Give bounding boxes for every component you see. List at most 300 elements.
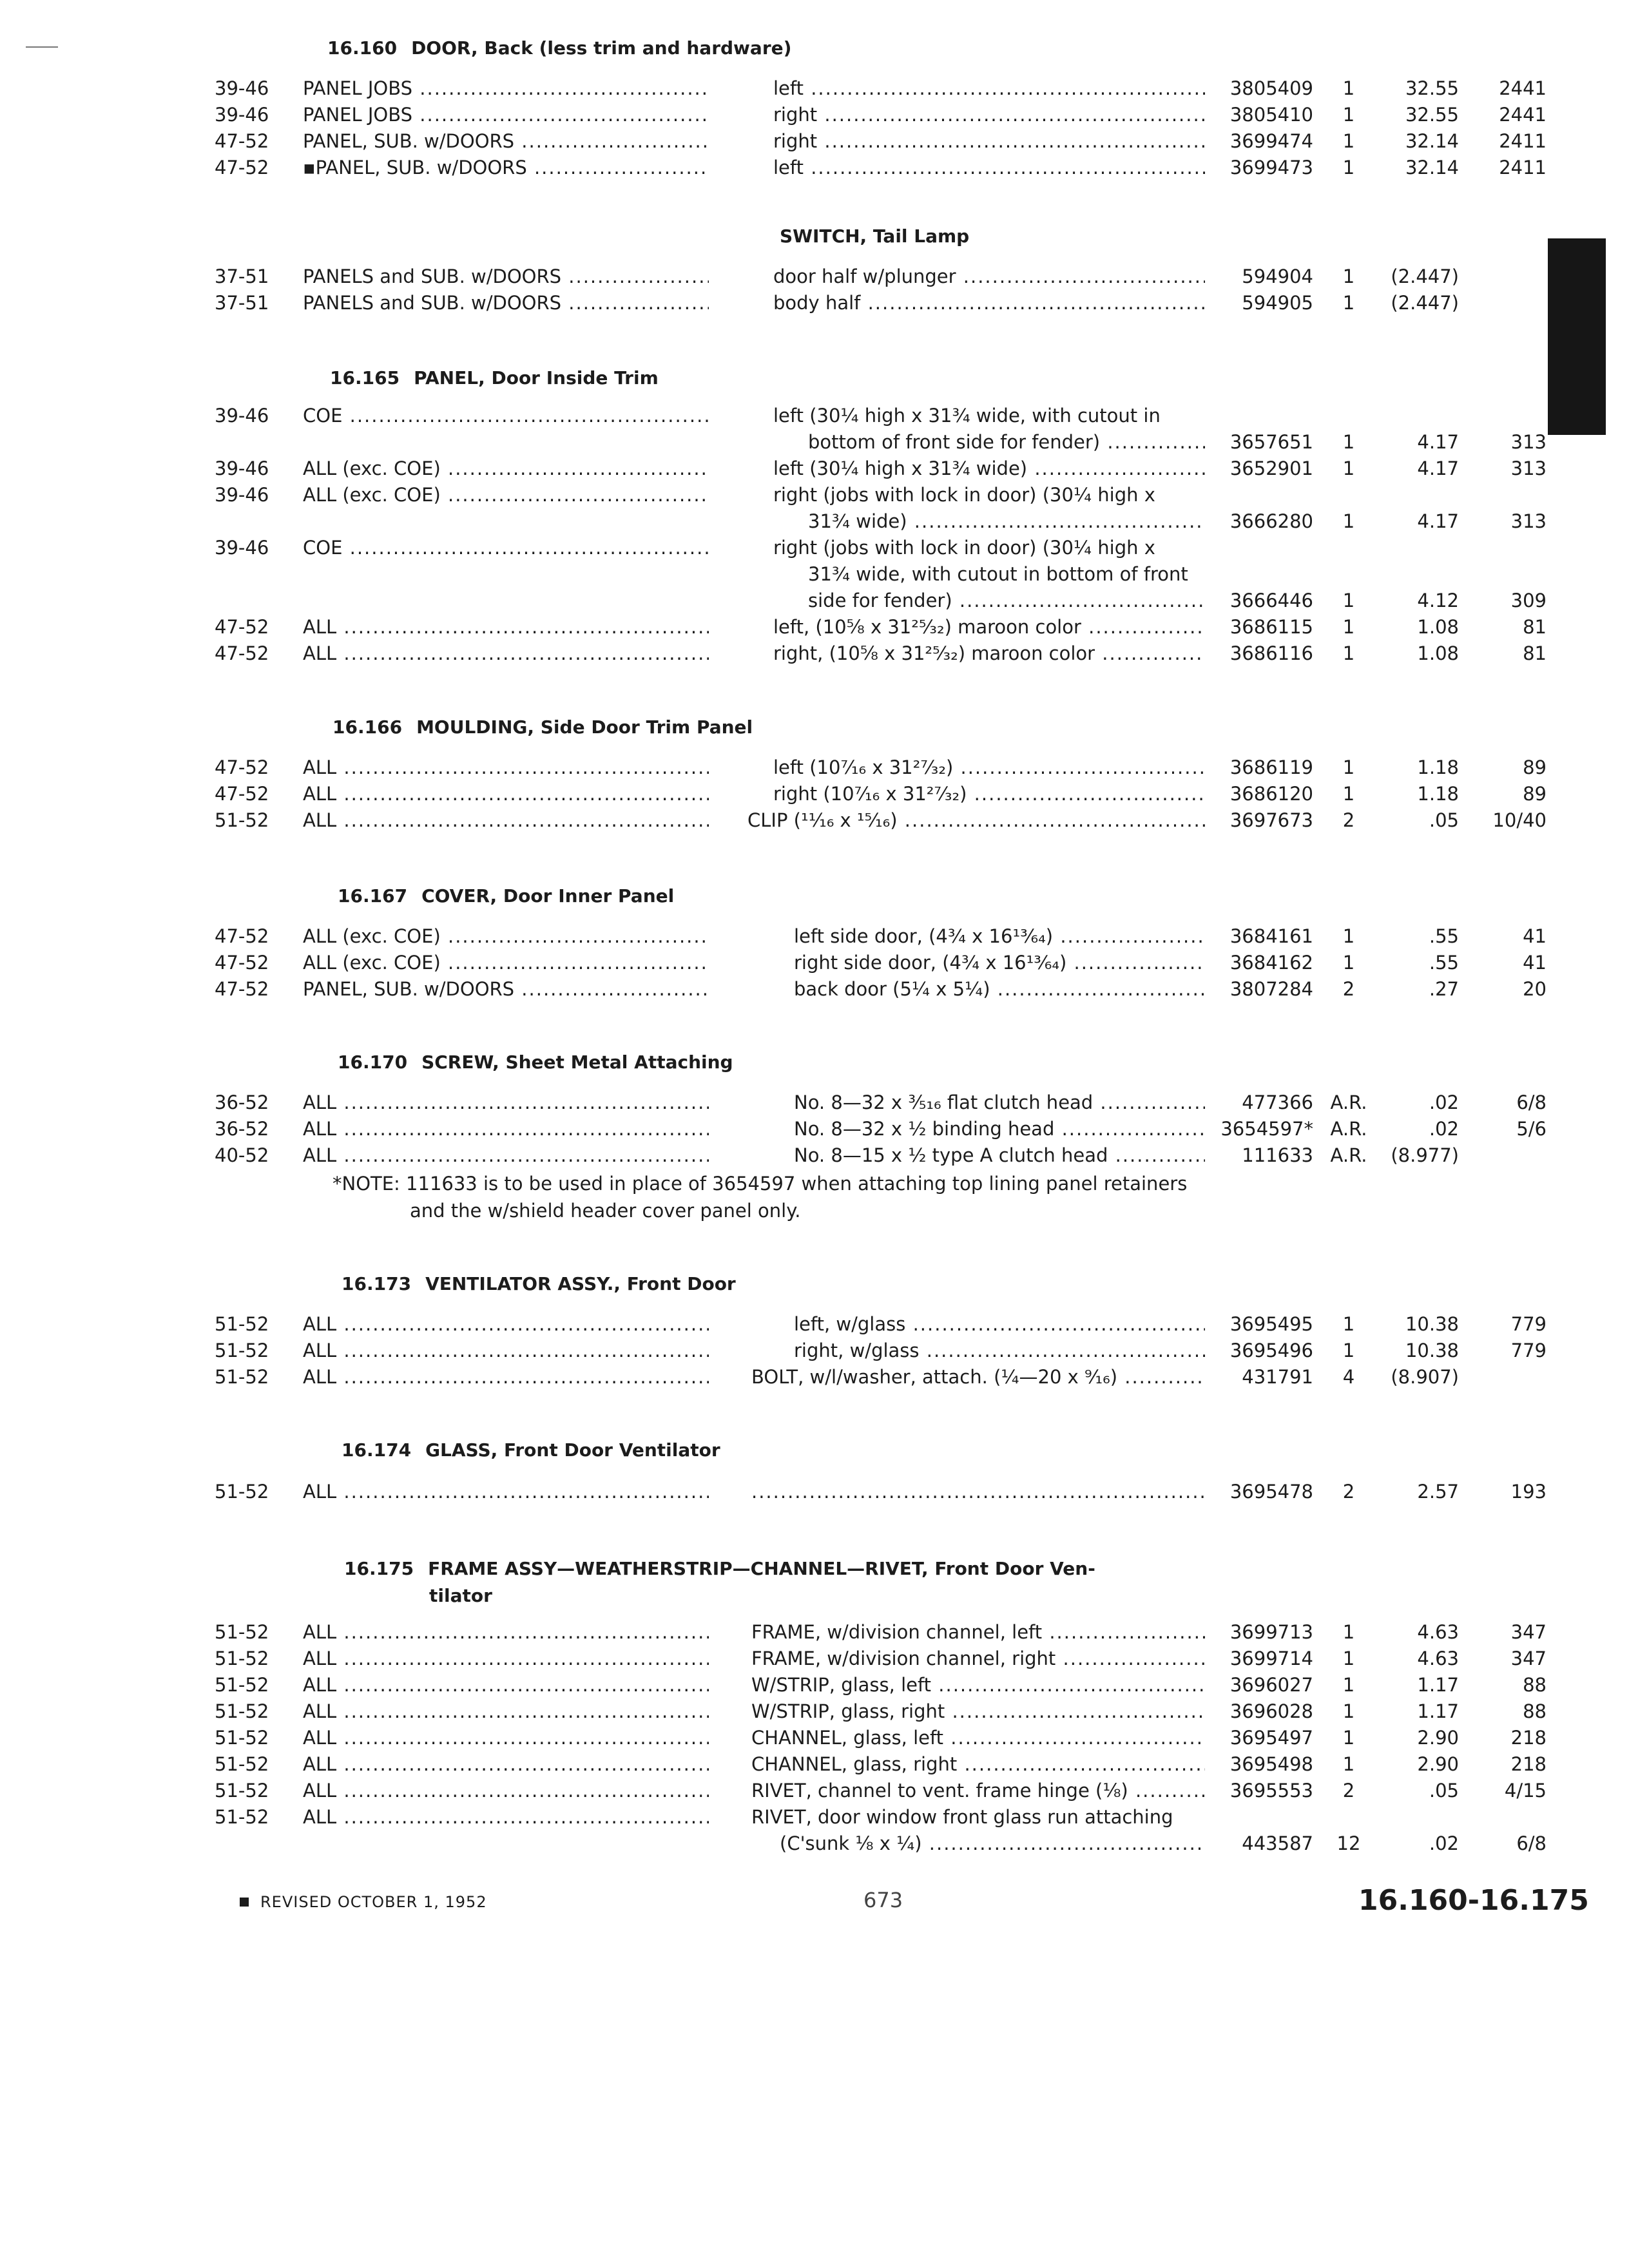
- reference-cell: 313: [1510, 457, 1547, 479]
- section-heading: [327, 37, 791, 59]
- price-cell: .02: [1429, 1091, 1459, 1113]
- model-cell: ALL .....: [303, 1806, 709, 1828]
- description-cell: back door (5¼ x 5¼) .....: [794, 978, 1205, 1000]
- quantity-cell: 1: [1342, 1621, 1355, 1643]
- description-continuation: bottom of front side for fender) .....: [808, 431, 1205, 453]
- quantity-cell: 1: [1342, 431, 1355, 453]
- model-cell: ALL .....: [303, 1753, 709, 1775]
- price-cell: (2.447): [1391, 265, 1459, 287]
- table-row: [0, 104, 1629, 130]
- years-cell: 51-52: [215, 1621, 269, 1643]
- model-cell: ALL .....: [303, 642, 709, 664]
- model-cell: ALL .....: [303, 1648, 709, 1669]
- price-cell: 2.57: [1417, 1481, 1459, 1503]
- price-cell: (8.977): [1391, 1144, 1459, 1166]
- quantity-cell: 1: [1342, 292, 1355, 314]
- description-cell: right (jobs with lock in door) (30¼ high x: [773, 537, 1155, 559]
- reference-cell: 81: [1523, 642, 1547, 664]
- part-number-cell: 3695496: [1229, 1340, 1313, 1361]
- price-cell: 4.12: [1417, 590, 1459, 611]
- revision-note: [240, 1893, 487, 1911]
- reference-cell: 81: [1523, 616, 1547, 638]
- model-cell: ALL .....: [303, 1700, 709, 1722]
- quantity-cell: 1: [1342, 925, 1355, 947]
- description-cell: left (30¼ high x 31¾ wide, with cutout in: [773, 405, 1161, 427]
- price-cell: .05: [1429, 809, 1459, 831]
- years-cell: 51-52: [215, 809, 269, 831]
- model-cell: PANELS and SUB. w/DOORS .....: [303, 265, 709, 287]
- model-cell: ALL .....: [303, 809, 709, 831]
- quantity-cell: 1: [1342, 157, 1355, 178]
- quantity-cell: 1: [1342, 783, 1355, 805]
- years-cell: 39-46: [215, 104, 269, 126]
- table-row: [0, 457, 1629, 484]
- description-cell: No. 8—32 x ½ binding head .....: [794, 1118, 1205, 1140]
- table-row: [0, 756, 1629, 783]
- table-row-continuation: [0, 431, 1629, 457]
- part-number-cell: 111633: [1242, 1144, 1313, 1166]
- part-number-cell: 3686116: [1229, 642, 1313, 664]
- price-cell: 32.14: [1405, 157, 1459, 178]
- section-heading: [338, 885, 674, 907]
- model-cell: ALL .....: [303, 1727, 709, 1749]
- model-cell: ALL (exc. COE) .....: [303, 457, 709, 479]
- section-title: DOOR, Back (less trim and hardware): [411, 37, 792, 59]
- section-number: 16.165: [330, 367, 400, 389]
- years-cell: 47-52: [215, 783, 269, 805]
- years-cell: 47-52: [215, 978, 269, 1000]
- revision-marker-icon: [240, 1898, 249, 1907]
- quantity-cell: 2: [1342, 1780, 1355, 1802]
- part-number-cell: 3654597*: [1220, 1118, 1313, 1140]
- part-number-cell: 3696027: [1229, 1674, 1313, 1696]
- model-cell: ALL .....: [303, 1091, 709, 1113]
- table-row: [0, 130, 1629, 157]
- quantity-cell: 1: [1342, 1313, 1355, 1335]
- quantity-cell: 1: [1342, 1753, 1355, 1775]
- description-cell: [751, 1481, 1205, 1503]
- model-cell: ▪PANEL, SUB. w/DOORS .....: [303, 157, 709, 178]
- model-cell: PANELS and SUB. w/DOORS .....: [303, 292, 709, 314]
- years-cell: 39-46: [215, 77, 269, 99]
- part-number-cell: 3695497: [1229, 1727, 1313, 1749]
- section-number: 16.166: [333, 716, 403, 738]
- years-cell: 39-46: [215, 537, 269, 559]
- years-cell: 51-52: [215, 1806, 269, 1828]
- quantity-cell: 2: [1342, 1481, 1355, 1503]
- model-cell: PANEL, SUB. w/DOORS .....: [303, 130, 709, 152]
- page-number: 673: [863, 1888, 903, 1912]
- section-heading: [342, 1439, 720, 1461]
- description-cell: BOLT, w/l/washer, attach. (¼—20 x ⁹⁄₁₆) .....: [751, 1366, 1205, 1388]
- reference-cell: 88: [1523, 1700, 1547, 1722]
- section-heading: [342, 1273, 736, 1294]
- quantity-cell: 1: [1342, 104, 1355, 126]
- part-number-cell: 3684161: [1229, 925, 1313, 947]
- section-heading: [344, 1558, 1095, 1579]
- description-cell: CHANNEL, glass, right .....: [751, 1753, 1205, 1775]
- model-cell: ALL (exc. COE) .....: [303, 484, 709, 506]
- reference-cell: 4/15: [1504, 1780, 1547, 1802]
- model-cell: PANEL, SUB. w/DOORS .....: [303, 978, 709, 1000]
- table-row: [0, 1727, 1629, 1753]
- table-row: [0, 642, 1629, 669]
- price-cell: 32.14: [1405, 130, 1459, 152]
- part-number-cell: 3686119: [1229, 756, 1313, 778]
- table-row: [0, 952, 1629, 978]
- description-continuation: (C'sunk ⅛ x ¼) .....: [780, 1832, 1205, 1854]
- years-cell: 37-51: [215, 292, 269, 314]
- description-cell: right (jobs with lock in door) (30¼ high x: [773, 484, 1155, 506]
- model-cell: ALL .....: [303, 1144, 709, 1166]
- reference-cell: 2411: [1499, 157, 1547, 178]
- model-cell: PANEL JOBS .....: [303, 77, 709, 99]
- section-title: COVER, Door Inner Panel: [421, 885, 675, 907]
- price-cell: (2.447): [1391, 292, 1459, 314]
- description-cell: right, (10⅝ x 31²⁵⁄₃₂) maroon color .....: [773, 642, 1205, 664]
- table-row-continuation: [0, 510, 1629, 537]
- reference-cell: 89: [1523, 783, 1547, 805]
- table-row: [0, 405, 1629, 431]
- price-cell: .05: [1429, 1780, 1459, 1802]
- table-row: [0, 1780, 1629, 1806]
- quantity-cell: 1: [1342, 642, 1355, 664]
- part-number-cell: 3666446: [1229, 590, 1313, 611]
- description-cell: left .....: [773, 157, 1205, 178]
- table-row: [0, 157, 1629, 183]
- description-cell: RIVET, door window front glass run attaching: [751, 1806, 1173, 1828]
- description-cell: right (10⁷⁄₁₆ x 31²⁷⁄₃₂) .....: [773, 783, 1205, 805]
- part-number-cell: 3697673: [1229, 809, 1313, 831]
- part-number-cell: 3684162: [1229, 952, 1313, 974]
- part-number-cell: 443587: [1242, 1832, 1313, 1854]
- model-cell: COE .....: [303, 405, 709, 427]
- quantity-cell: 1: [1342, 952, 1355, 974]
- reference-cell: 779: [1510, 1313, 1547, 1335]
- reference-cell: 2441: [1499, 104, 1547, 126]
- section-number: 16.170: [338, 1052, 408, 1073]
- table-row: [0, 1144, 1629, 1171]
- table-row: [0, 1753, 1629, 1780]
- model-cell: ALL .....: [303, 1621, 709, 1643]
- reference-cell: 89: [1523, 756, 1547, 778]
- model-cell: COE .....: [303, 537, 709, 559]
- table-row: [0, 1648, 1629, 1674]
- price-cell: 1.08: [1417, 642, 1459, 664]
- price-cell: 1.18: [1417, 756, 1459, 778]
- section-title: VENTILATOR ASSY., Front Door: [425, 1273, 736, 1294]
- model-cell: ALL .....: [303, 1340, 709, 1361]
- reference-cell: 41: [1523, 952, 1547, 974]
- reference-cell: 6/8: [1516, 1832, 1547, 1854]
- section-range: 16.160-16.175: [1358, 1884, 1589, 1917]
- section-note: *NOTE: 111633 is to be used in place of 3654597 when attaching top lining panel retainers: [333, 1173, 1188, 1195]
- reference-cell: 218: [1510, 1753, 1547, 1775]
- part-number-cell: 3695495: [1229, 1313, 1313, 1335]
- model-cell: ALL .....: [303, 1674, 709, 1696]
- quantity-cell: 1: [1342, 457, 1355, 479]
- table-row: [0, 809, 1629, 836]
- quantity-cell: 1: [1342, 590, 1355, 611]
- section-title: GLASS, Front Door Ventilator: [425, 1439, 720, 1461]
- description-cell: left, (10⅝ x 31²⁵⁄₃₂) maroon color .....: [773, 616, 1205, 638]
- description-cell: left side door, (4¾ x 16¹³⁄₆₄) .....: [794, 925, 1205, 947]
- description-cell: right side door, (4¾ x 16¹³⁄₆₄) .....: [794, 952, 1205, 974]
- years-cell: 47-52: [215, 952, 269, 974]
- reference-cell: 10/40: [1492, 809, 1547, 831]
- reference-cell: 2411: [1499, 130, 1547, 152]
- table-row-continuation: [0, 590, 1629, 616]
- description-cell: door half w/plunger .....: [773, 265, 1205, 287]
- reference-cell: 193: [1510, 1481, 1547, 1503]
- section-title: SWITCH, Tail Lamp: [780, 226, 970, 247]
- section-number: 16.173: [342, 1273, 412, 1294]
- years-cell: 51-52: [215, 1780, 269, 1802]
- quantity-cell: 1: [1342, 130, 1355, 152]
- years-cell: 47-52: [215, 925, 269, 947]
- part-number-cell: 3695498: [1229, 1753, 1313, 1775]
- part-number-cell: 3695478: [1229, 1481, 1313, 1503]
- model-cell: ALL (exc. COE) .....: [303, 952, 709, 974]
- quantity-cell: 1: [1342, 1727, 1355, 1749]
- section-title: SCREW, Sheet Metal Attaching: [421, 1052, 733, 1073]
- section-number: 16.175: [344, 1558, 414, 1579]
- reference-cell: 2441: [1499, 77, 1547, 99]
- section-title: PANEL, Door Inside Trim: [414, 367, 659, 389]
- price-cell: (8.907): [1391, 1366, 1459, 1388]
- reference-cell: 313: [1510, 510, 1547, 532]
- price-cell: 1.18: [1417, 783, 1459, 805]
- model-cell: ALL .....: [303, 756, 709, 778]
- table-row: [0, 1806, 1629, 1832]
- part-number-cell: 3805409: [1229, 77, 1313, 99]
- price-cell: 2.90: [1417, 1727, 1459, 1749]
- section-number: 16.167: [338, 885, 408, 907]
- part-number-cell: 3696028: [1229, 1700, 1313, 1722]
- table-row: [0, 1340, 1629, 1366]
- part-number-cell: 3699714: [1229, 1648, 1313, 1669]
- quantity-cell: A.R.: [1330, 1091, 1367, 1113]
- price-cell: 1.17: [1417, 1674, 1459, 1696]
- reference-cell: 20: [1523, 978, 1547, 1000]
- description-cell: right .....: [773, 130, 1205, 152]
- price-cell: 1.17: [1417, 1700, 1459, 1722]
- description-cell: right, w/glass .....: [794, 1340, 1205, 1361]
- description-cell: W/STRIP, glass, right .....: [751, 1700, 1205, 1722]
- part-number-cell: 3686120: [1229, 783, 1313, 805]
- part-number-cell: 3686115: [1229, 616, 1313, 638]
- description-cell: right .....: [773, 104, 1205, 126]
- model-cell: ALL .....: [303, 1780, 709, 1802]
- part-number-cell: 477366: [1242, 1091, 1313, 1113]
- model-cell: ALL .....: [303, 1366, 709, 1388]
- table-row: [0, 1481, 1629, 1507]
- margin-mark: [26, 46, 58, 48]
- price-cell: 4.63: [1417, 1621, 1459, 1643]
- price-cell: 4.17: [1417, 510, 1459, 532]
- table-row: [0, 1091, 1629, 1118]
- table-row: [0, 1674, 1629, 1700]
- table-row: [0, 783, 1629, 809]
- price-cell: 32.55: [1405, 77, 1459, 99]
- years-cell: 51-52: [215, 1674, 269, 1696]
- table-row: [0, 1621, 1629, 1648]
- quantity-cell: A.R.: [1330, 1118, 1367, 1140]
- quantity-cell: 1: [1342, 265, 1355, 287]
- years-cell: 51-52: [215, 1727, 269, 1749]
- years-cell: 51-52: [215, 1648, 269, 1669]
- years-cell: 51-52: [215, 1481, 269, 1503]
- years-cell: 37-51: [215, 265, 269, 287]
- section-title: FRAME ASSY—WEATHERSTRIP—CHANNEL—RIVET, Front Door Ven-: [428, 1558, 1095, 1579]
- part-number-cell: 3805410: [1229, 104, 1313, 126]
- quantity-cell: 2: [1342, 809, 1355, 831]
- years-cell: 51-52: [215, 1313, 269, 1335]
- description-cell: FRAME, w/division channel, left .....: [751, 1621, 1205, 1643]
- description-cell: No. 8—15 x ½ type A clutch head .....: [794, 1144, 1205, 1166]
- years-cell: 47-52: [215, 756, 269, 778]
- description-continuation: side for fender) .....: [808, 590, 1205, 611]
- price-cell: 10.38: [1405, 1313, 1459, 1335]
- table-row: [0, 265, 1629, 292]
- table-row: [0, 77, 1629, 104]
- years-cell: 36-52: [215, 1091, 269, 1113]
- table-row: [0, 978, 1629, 1004]
- section-heading: [780, 226, 969, 247]
- table-row: [0, 292, 1629, 318]
- reference-cell: 779: [1510, 1340, 1547, 1361]
- years-cell: 51-52: [215, 1753, 269, 1775]
- revision-date: REVISED OCTOBER 1, 1952: [260, 1893, 487, 1911]
- part-number-cell: 3699713: [1229, 1621, 1313, 1643]
- reference-cell: 347: [1510, 1621, 1547, 1643]
- description-cell: left (10⁷⁄₁₆ x 31²⁷⁄₃₂) .....: [773, 756, 1205, 778]
- reference-cell: 6/8: [1516, 1091, 1547, 1113]
- years-cell: 51-52: [215, 1366, 269, 1388]
- price-cell: .55: [1429, 925, 1459, 947]
- part-number-cell: 3695553: [1229, 1780, 1313, 1802]
- section-heading: [333, 716, 753, 738]
- quantity-cell: 4: [1342, 1366, 1355, 1388]
- price-cell: 4.17: [1417, 457, 1459, 479]
- model-cell: ALL .....: [303, 1118, 709, 1140]
- quantity-cell: 1: [1342, 1674, 1355, 1696]
- section-number: 16.160: [327, 37, 398, 59]
- price-cell: .02: [1429, 1118, 1459, 1140]
- section-title: MOULDING, Side Door Trim Panel: [416, 716, 753, 738]
- model-cell: ALL .....: [303, 616, 709, 638]
- table-row: [0, 484, 1629, 510]
- years-cell: 47-52: [215, 157, 269, 178]
- price-cell: 4.17: [1417, 431, 1459, 453]
- price-cell: .02: [1429, 1832, 1459, 1854]
- quantity-cell: 1: [1342, 1340, 1355, 1361]
- table-row: [0, 1700, 1629, 1727]
- price-cell: .27: [1429, 978, 1459, 1000]
- reference-cell: 347: [1510, 1648, 1547, 1669]
- years-cell: 36-52: [215, 1118, 269, 1140]
- reference-cell: 88: [1523, 1674, 1547, 1696]
- description-cell: W/STRIP, glass, left .....: [751, 1674, 1205, 1696]
- years-cell: 47-52: [215, 642, 269, 664]
- price-cell: 4.63: [1417, 1648, 1459, 1669]
- reference-cell: 309: [1510, 590, 1547, 611]
- model-cell: ALL (exc. COE) .....: [303, 925, 709, 947]
- table-row: [0, 1313, 1629, 1340]
- table-row-continuation: [0, 563, 1629, 590]
- reference-cell: 218: [1510, 1727, 1547, 1749]
- years-cell: 47-52: [215, 130, 269, 152]
- quantity-cell: 1: [1342, 77, 1355, 99]
- years-cell: 39-46: [215, 405, 269, 427]
- description-cell: CLIP (¹¹⁄₁₆ x ¹⁵⁄₁₆) .....: [747, 809, 1205, 831]
- part-number-cell: 594905: [1242, 292, 1313, 314]
- part-number-cell: 3699473: [1229, 157, 1313, 178]
- model-cell: ALL .....: [303, 1481, 709, 1503]
- description-continuation: 31¾ wide, with cutout in bottom of front: [808, 563, 1188, 585]
- reference-cell: 41: [1523, 925, 1547, 947]
- table-row: [0, 1366, 1629, 1392]
- quantity-cell: 1: [1342, 1648, 1355, 1669]
- part-number-cell: 3657651: [1229, 431, 1313, 453]
- part-number-cell: 3699474: [1229, 130, 1313, 152]
- quantity-cell: 1: [1342, 1700, 1355, 1722]
- years-cell: 51-52: [215, 1340, 269, 1361]
- quantity-cell: 1: [1342, 616, 1355, 638]
- part-number-cell: 3666280: [1229, 510, 1313, 532]
- quantity-cell: A.R.: [1330, 1144, 1367, 1166]
- table-row-continuation: [0, 1832, 1629, 1859]
- part-number-cell: 3652901: [1229, 457, 1313, 479]
- table-row: [0, 1118, 1629, 1144]
- table-row: [0, 537, 1629, 563]
- section-heading: [330, 367, 659, 389]
- price-cell: .55: [1429, 952, 1459, 974]
- description-cell: No. 8—32 x ⅗₁₆ flat clutch head .....: [794, 1091, 1205, 1113]
- price-cell: 1.08: [1417, 616, 1459, 638]
- years-cell: 39-46: [215, 457, 269, 479]
- years-cell: 40-52: [215, 1144, 269, 1166]
- section-note-continuation: and the w/shield header cover panel only.: [410, 1200, 801, 1222]
- model-cell: ALL .....: [303, 1313, 709, 1335]
- quantity-cell: 2: [1342, 978, 1355, 1000]
- part-number-cell: 594904: [1242, 265, 1313, 287]
- model-cell: PANEL JOBS .....: [303, 104, 709, 126]
- description-cell: CHANNEL, glass, left .....: [751, 1727, 1205, 1749]
- description-cell: left, w/glass .....: [794, 1313, 1205, 1335]
- description-cell: FRAME, w/division channel, right .....: [751, 1648, 1205, 1669]
- part-number-cell: 3807284: [1229, 978, 1313, 1000]
- model-cell: ALL .....: [303, 783, 709, 805]
- price-cell: 10.38: [1405, 1340, 1459, 1361]
- table-row: [0, 925, 1629, 952]
- part-number-cell: 431791: [1242, 1366, 1313, 1388]
- price-cell: 2.90: [1417, 1753, 1459, 1775]
- description-cell: body half .....: [773, 292, 1205, 314]
- quantity-cell: 1: [1342, 510, 1355, 532]
- years-cell: 47-52: [215, 616, 269, 638]
- reference-cell: 313: [1510, 431, 1547, 453]
- years-cell: 39-46: [215, 484, 269, 506]
- section-heading: [338, 1052, 733, 1073]
- section-number: 16.174: [342, 1439, 412, 1461]
- section-title-continuation: tilator: [429, 1585, 492, 1606]
- description-cell: RIVET, channel to vent. frame hinge (⅛) .....: [751, 1780, 1205, 1802]
- price-cell: 32.55: [1405, 104, 1459, 126]
- description-cell: left (30¼ high x 31¾ wide) .....: [773, 457, 1205, 479]
- reference-cell: 5/6: [1516, 1118, 1547, 1140]
- years-cell: 51-52: [215, 1700, 269, 1722]
